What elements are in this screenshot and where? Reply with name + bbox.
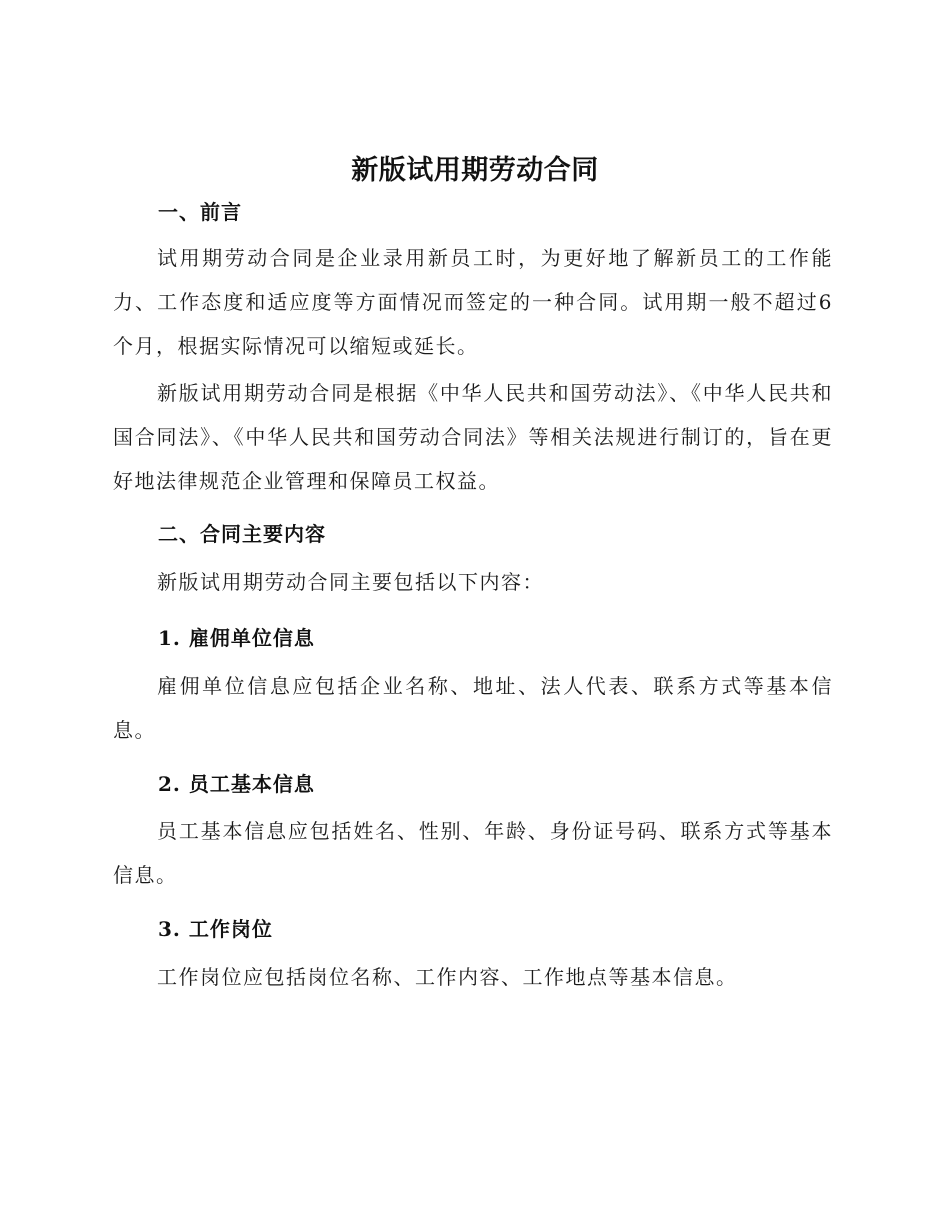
item-text-employee-info: 员工基本信息应包括姓名、性别、年龄、身份证号码、联系方式等基本信息。: [113, 819, 833, 887]
item-text-job-position: 工作岗位应包括岗位名称、工作内容、工作地点等基本信息。: [157, 965, 738, 989]
section-heading-preface: 一、前言: [158, 200, 242, 224]
item-text-employer-info: 雇佣单位信息应包括企业名称、地址、法人代表、联系方式等基本信息。: [113, 674, 833, 742]
main-content-intro: 新版试用期劳动合同主要包括以下内容：: [157, 570, 544, 594]
preface-paragraph-1: 试用期劳动合同是企业录用新员工时，为更好地了解新员工的工作能力、工作态度和适应度等方面情况而签定的一种合同。试用期一般不超过6个月，根据实际情况可以缩短或延长。: [113, 246, 833, 358]
item-heading-employer-info: 1. 雇佣单位信息: [158, 626, 315, 650]
item-heading-job-position: 3. 工作岗位: [158, 917, 273, 941]
preface-paragraph-2: 新版试用期劳动合同是根据《中华人民共和国劳动法》、《中华人民共和国合同法》、《中华人民共和国劳动合同法》等相关法规进行制订的，旨在更好地法律规范企业管理和保障员工权益。: [113, 381, 833, 493]
document-title: 新版试用期劳动合同: [351, 155, 599, 186]
section-heading-main-content: 二、合同主要内容: [158, 522, 326, 546]
item-heading-employee-info: 2. 员工基本信息: [158, 772, 315, 796]
